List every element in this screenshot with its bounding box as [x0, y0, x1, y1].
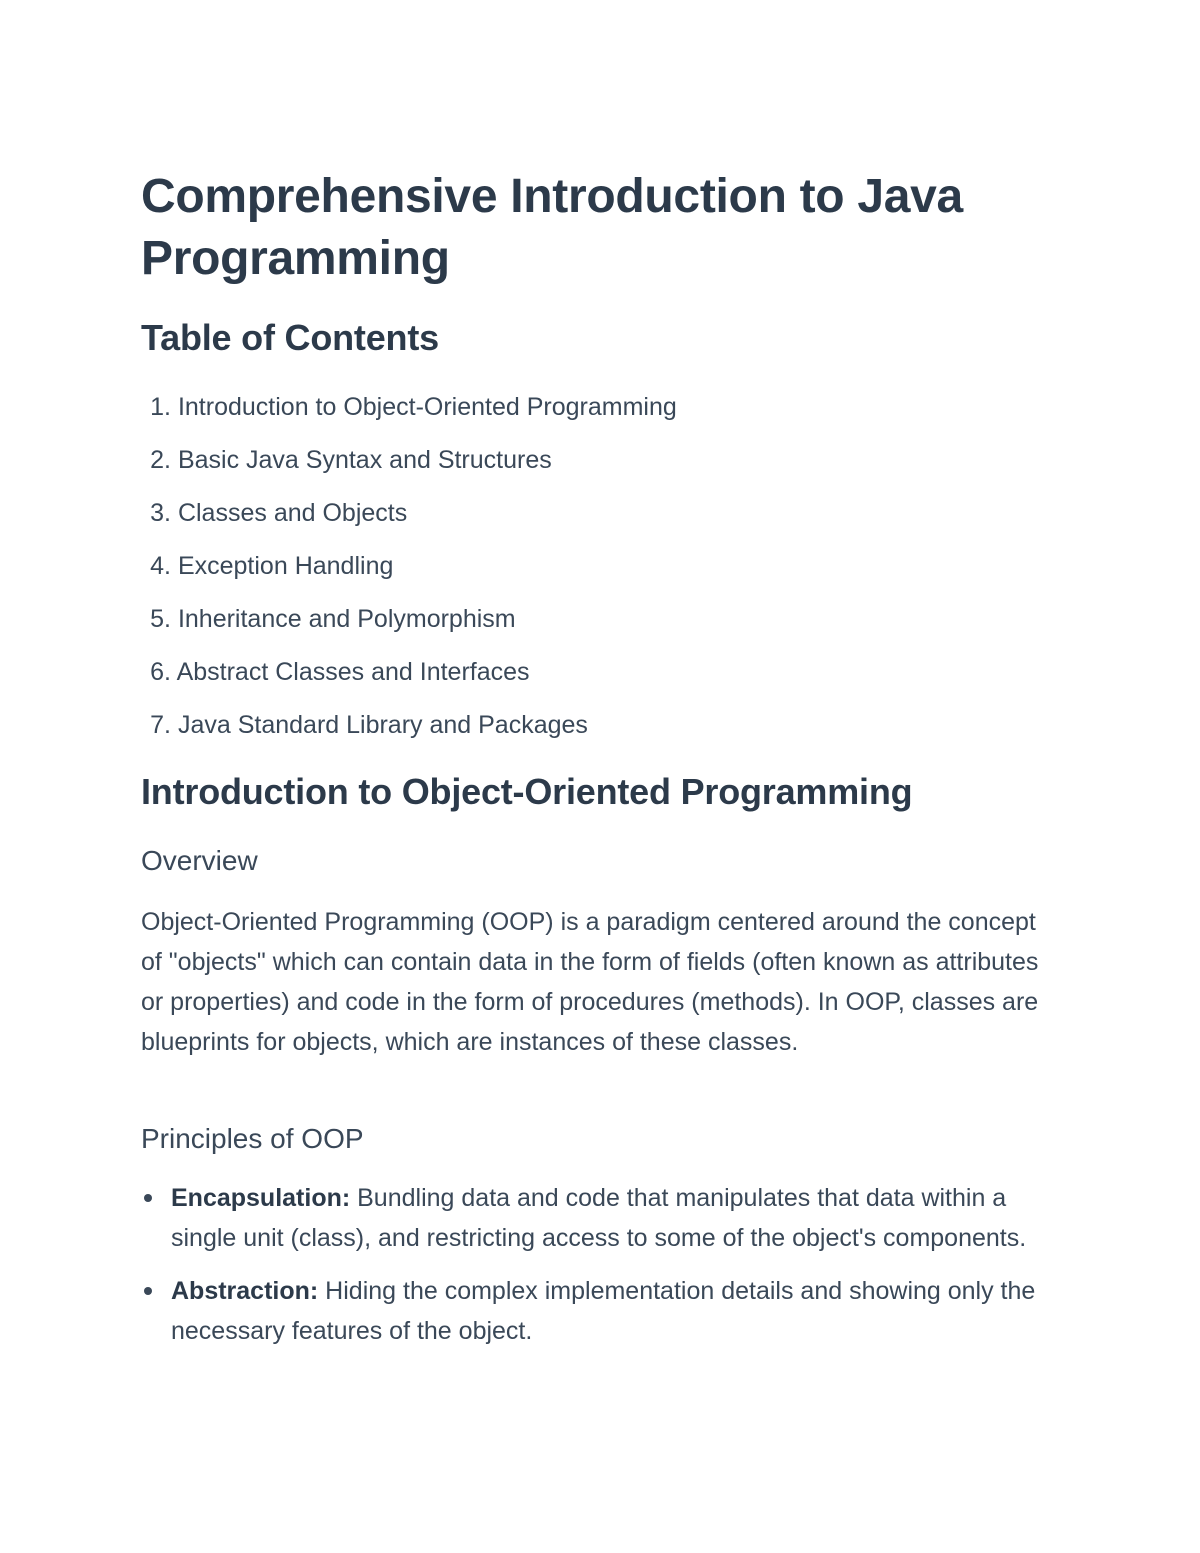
section-heading: Introduction to Object-Oriented Programming [141, 771, 913, 812]
toc-item-number: 5. [150, 605, 171, 633]
toc-item[interactable] [141, 492, 677, 545]
toc-item-number: 2. [150, 446, 171, 474]
toc-item[interactable] [141, 545, 677, 598]
principles-heading: Principles of OOP [141, 1123, 364, 1154]
toc-item-label: Exception Handling [177, 552, 394, 580]
table-of-contents [141, 386, 677, 757]
toc-item-label: Classes and Objects [177, 499, 408, 527]
toc-heading: Table of Contents [141, 317, 439, 358]
overview-paragraph: Object-Oriented Programming (OOP) is a paradigm centered around the concept of "objects" which can contain data in the form of fields (often known as attributes or properties) and code in the form of procedures (methods). In OOP, classes are blueprints for objects, which are instances of these classes. [141, 908, 1039, 1056]
principle-description: Hiding the complex implementation details and showing only the necessary features of the object. [171, 1277, 1036, 1345]
toc-item-label: Basic Java Syntax and Structures [177, 446, 552, 474]
toc-item-label: Inheritance and Polymorphism [177, 605, 516, 633]
toc-item-number: 7. [150, 711, 171, 739]
toc-item-label: Java Standard Library and Packages [177, 711, 588, 739]
toc-item[interactable] [141, 439, 677, 492]
document-title: Comprehensive Introduction to Java Programming [141, 170, 963, 285]
toc-item-number: 6. [150, 658, 171, 686]
toc-item[interactable] [141, 704, 677, 757]
toc-item-label: Abstract Classes and Interfaces [176, 658, 530, 686]
list-item [141, 1178, 1071, 1258]
principle-term: Abstraction: [171, 1277, 319, 1305]
bullet-icon [144, 1287, 152, 1295]
principle-term: Encapsulation: [171, 1184, 351, 1212]
toc-item-number: 1. [150, 393, 171, 421]
toc-item-number: 3. [150, 499, 171, 527]
bullet-icon [144, 1194, 152, 1202]
list-item [141, 1271, 1071, 1351]
principles-list [141, 1178, 1071, 1364]
toc-item[interactable] [141, 386, 677, 439]
overview-heading: Overview [141, 845, 258, 876]
toc-item-label: Introduction to Object-Oriented Programming [177, 393, 677, 421]
principle-description: Bundling data and code that manipulates that data within a single unit (class), and restricting access to some of the object's components. [171, 1184, 1027, 1252]
toc-item[interactable] [141, 651, 677, 704]
toc-item[interactable] [141, 598, 677, 651]
toc-item-number: 4. [150, 552, 171, 580]
